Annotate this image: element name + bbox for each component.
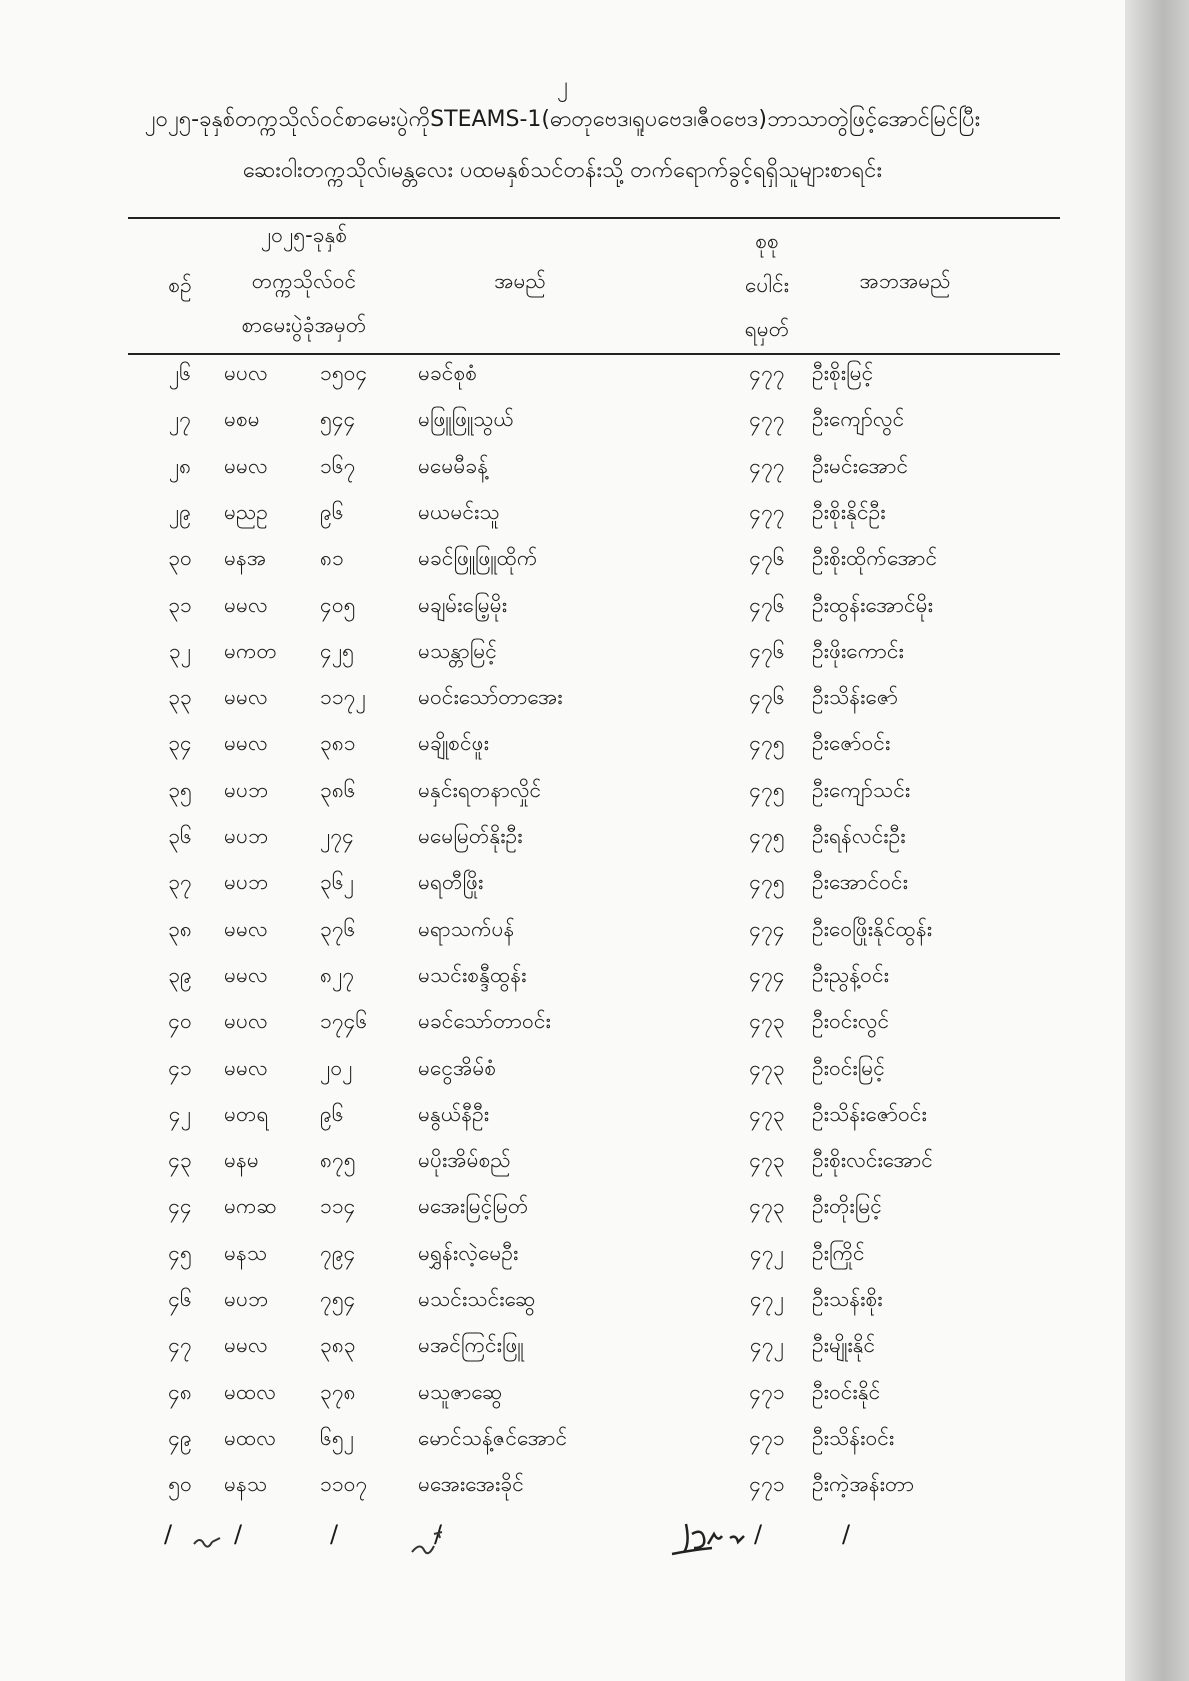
cell-total-marks: ၄၇၅ [749,731,785,755]
cell-student-name: မသန္တာမြင့် [418,639,497,663]
cell-student-name: မအေးအေးခိုင် [418,1472,524,1496]
cell-total-marks: ၄၇၇ [749,500,785,524]
cell-roll-number: ၉၆ [320,500,344,524]
cell-roll-number: ၈၇၅ [320,1148,356,1172]
cell-roll-number: ၉၆ [320,1102,344,1126]
cell-student-name: မမေမြတ်နိုးဦး [418,824,523,848]
cell-student-name: မငွေအိမ်စံ [418,1056,497,1080]
cell-roll-number: ၁၆၇ [320,454,356,478]
cell-student-name: မခင်ဖြူဖြူထိုက် [418,546,538,570]
cell-student-name: မရတီဖြိုး [418,870,484,894]
cell-student-name: မယမင်းသူ [418,500,500,524]
header-name: အမည် [494,269,546,293]
cell-roll-number: ၄၀၅ [320,593,356,617]
cell-student-name: မခင်စုစံ [418,361,478,385]
cell-father-name: ဦးဝင်းနိုင် [812,1380,881,1404]
cell-roll-number: ၈၁ [320,546,344,570]
cell-serial: ၃၉ [168,963,192,987]
cell-total-marks: ၄၇၃ [749,1056,785,1080]
cell-total-marks: ၄၇၂ [750,1241,784,1265]
cell-city-code: မကဆ [224,1194,277,1218]
cell-student-name: မရာသက်ပန် [418,917,515,941]
cell-serial: ၃၆ [168,824,192,848]
cell-city-code: မပဘ [224,778,269,802]
cell-total-marks: ၄၇၆ [749,685,785,709]
page-number: ၂ [557,73,568,98]
cell-student-name: မအင်ကြင်းဖြူ [418,1333,524,1357]
cell-total-marks: ၄၇၇ [749,407,785,431]
cell-roll-number: ၂၀၂ [320,1056,353,1080]
cell-father-name: ဦးထွန်းအောင်မိုး [812,593,933,617]
header-exam-line-2: တက္ကသိုလ်ဝင် [251,269,357,293]
cell-total-marks: ၄၇၃ [749,1009,785,1033]
cell-total-marks: ၄၇၁ [749,1472,785,1496]
cell-roll-number: ၁၁၇၂ [320,685,366,709]
cell-city-code: မစမ [224,407,260,431]
cell-total-marks: ၄၇၂ [750,1287,784,1311]
cell-father-name: ဦးကဲ့အန်းတာ [812,1472,915,1496]
cell-serial: ၃၇ [168,870,192,894]
cell-roll-number: ၄၂၅ [320,639,354,663]
cell-total-marks: ၄၇၆ [749,639,785,663]
header-father: အဘအမည် [859,269,951,293]
cell-student-name: မရွှန်းလဲ့မေဦး [418,1241,519,1265]
cell-serial: ၃၈ [168,917,192,941]
cell-student-name: မဝင်းသော်တာအေး [418,685,563,709]
cell-father-name: ဦးသိန်းဝင်း [812,1426,895,1450]
cell-city-code: မမလ [224,454,268,478]
cell-father-name: ဦးသိန်းဇော် [812,685,899,709]
cell-student-name: မပိုးအိမ်စည် [418,1148,511,1172]
cell-serial: ၄၂ [168,1102,192,1126]
header-marks-line-1: စုစု [755,229,779,253]
cell-father-name: ဦးရန်လင်းဦး [812,824,906,848]
cell-serial: ၄၀ [168,1009,192,1033]
cell-serial: ၄၅ [168,1241,192,1265]
cell-serial: ၄၁ [168,1056,192,1080]
title-line-1: ၂၀၂၅-ခုနှစ်တက္ကသိုလ်ဝင်စာမေးပွဲကိုSTEAMS-1(ဓာတုဗေဒ၊ရူပဗေဒ၊ဇီဝဗေဒ)ဘာသာတွဲဖြင့်အောင်မြင်ပြီး [144,107,981,132]
cell-total-marks: ၄၇၁ [749,1380,785,1404]
cell-serial: ၄၉ [168,1426,192,1450]
cell-serial: ၅၀ [168,1472,192,1496]
cell-father-name: ဦးမျိုးနိုင် [812,1333,876,1357]
cell-father-name: ဦးမင်းအောင် [812,454,909,478]
cell-student-name: မောင်သန့်ဇင်အောင် [418,1426,568,1450]
cell-serial: ၂၇ [168,407,192,431]
cell-city-code: မမလ [224,593,268,617]
cell-student-name: မသင်းစန္ဒီထွန်း [418,963,527,987]
cell-roll-number: ၁၇၄၆ [320,1009,368,1033]
cell-city-code: မနမ [224,1148,259,1172]
cell-serial: ၃၂ [168,639,192,663]
footer-slash: / [754,1520,763,1548]
signature-icon [668,1514,754,1562]
cell-total-marks: ၄၇၅ [749,824,785,848]
cell-city-code: မမလ [224,1333,268,1357]
cell-roll-number: ၃၈၆ [320,778,356,802]
cell-roll-number: ၁၁၀၇ [320,1472,368,1496]
cell-student-name: မခင်သော်တာဝင်း [418,1009,551,1033]
cell-city-code: မပလ [224,1009,268,1033]
cell-serial: ၂၈ [168,454,192,478]
cell-city-code: မပလ [224,361,268,385]
cell-father-name: ဦးအောင်ဝင်း [812,870,908,894]
cell-total-marks: ၄၇၆ [749,546,785,570]
cell-father-name: ဦးဖိုးကောင်း [812,639,904,663]
cell-city-code: မထလ [224,1380,276,1404]
cell-total-marks: ၄၇၆ [749,593,785,617]
cell-city-code: မနအ [224,546,267,570]
cell-roll-number: ၂၇၄ [320,824,354,848]
cell-roll-number: ၈၂၇ [320,963,355,987]
cell-father-name: ဦးကျော်လွင် [812,407,905,431]
cell-total-marks: ၄၇၁ [749,1426,785,1450]
cell-father-name: ဦးစိုးမြင့် [812,361,874,385]
cell-total-marks: ၄၇၄ [749,917,785,941]
cell-roll-number: ၃၈၁ [320,731,356,755]
footer-slash: / [330,1520,339,1548]
cell-father-name: ဦးစိုးထိုက်အောင် [812,546,938,570]
cell-father-name: ဦးဇော်ဝင်း [812,731,891,755]
header-exam-line-1: ၂၀၂၅-ခုနှစ် [260,223,348,247]
table-header-rule [128,353,1060,355]
cell-student-name: မချမ်းမြေ့မိုး [418,593,508,617]
table-top-rule [128,217,1060,219]
cell-city-code: မနသ [224,1472,268,1496]
cell-father-name: ဦးကျော်သင်း [812,778,911,802]
cell-student-name: မသင်းသင်းဆွေ [418,1287,536,1311]
cell-student-name: မချိုစင်ဖူး [418,731,489,755]
header-exam-line-3: စာမေးပွဲခုံအမှတ် [241,313,367,337]
cell-student-name: မအေးမြင့်မြတ် [418,1194,529,1218]
cell-father-name: ဦးစိုးနိုင်ဦး [812,500,886,524]
cell-father-name: ဦးတိုးမြင့် [812,1194,882,1218]
cell-father-name: ဦးစိုးလင်းအောင် [812,1148,933,1172]
cell-father-name: ဦးသန်းစိုး [812,1287,883,1311]
cell-student-name: မဖြူဖြူသွယ် [418,407,514,431]
cell-city-code: မပဘ [224,870,269,894]
cell-roll-number: ၆၅၂ [320,1426,354,1450]
initial-mark-icon [408,1528,448,1562]
cell-serial: ၄၈ [168,1380,192,1404]
initial-mark-icon [190,1528,224,1556]
cell-serial: ၃၁ [168,593,192,617]
cell-father-name: ဦးဝင်းမြင့် [812,1056,885,1080]
cell-roll-number: ၃၈၃ [320,1333,356,1357]
cell-city-code: မကတ [224,639,277,663]
footer-slash: / [434,1520,443,1548]
cell-city-code: မပဘ [224,1287,269,1311]
cell-serial: ၃၃ [168,685,192,709]
cell-total-marks: ၄၇၇ [749,454,785,478]
cell-roll-number: ၃၇၈ [320,1380,356,1404]
cell-city-code: မထလ [224,1426,276,1450]
cell-father-name: ဦးဝင်းလွင် [812,1009,890,1033]
header-serial: စဉ် [168,273,192,297]
cell-serial: ၄၇ [168,1333,192,1357]
cell-roll-number: ၇၉၄ [320,1241,356,1265]
cell-city-code: မညဥ [224,500,268,524]
footer-slash: / [842,1520,851,1548]
cell-city-code: မတရ [224,1102,269,1126]
cell-roll-number: ၇၅၄ [320,1287,356,1311]
cell-city-code: မပဘ [224,824,269,848]
cell-total-marks: ၄၇၂ [750,1333,784,1357]
header-marks-line-3: ရမှတ် [744,317,790,341]
cell-father-name: ဦးဝေဖြိုးနိုင်ထွန်း [812,917,933,941]
cell-serial: ၂၆ [168,361,192,385]
cell-student-name: မနှင်းရတနာလှိုင် [418,778,542,802]
cell-serial: ၂၉ [168,500,192,524]
cell-student-name: မသူဇာဆွေ [418,1380,503,1404]
cell-total-marks: ၄၇၇ [749,361,785,385]
cell-total-marks: ၄၇၃ [749,1194,785,1218]
cell-city-code: မမလ [224,917,268,941]
cell-roll-number: ၁၁၄ [320,1194,356,1218]
cell-city-code: မမလ [224,685,268,709]
cell-father-name: ဦးကြိုင် [812,1241,865,1265]
cell-total-marks: ၄၇၃ [749,1102,785,1126]
cell-serial: ၄၃ [168,1148,192,1172]
cell-serial: ၃၀ [168,546,192,570]
title-line-2: ဆေးဝါးတက္ကသိုလ်၊မန္တလေး ပထမနှစ်သင်တန်းသို့ တက်ရောက်ခွင့်ရရှိသူများစာရင်း [242,158,883,183]
cell-roll-number: ၃၇၆ [320,917,356,941]
cell-total-marks: ၄၇၅ [749,870,785,894]
cell-serial: ၃၄ [168,731,192,755]
header-marks-line-2: ပေါင်း [745,273,789,297]
footer-slash: / [164,1520,173,1548]
cell-father-name: ဦးညွန့်ဝင်း [812,963,889,987]
cell-roll-number: ၁၅၀၄ [320,361,368,385]
cell-serial: ၄၄ [168,1194,192,1218]
cell-total-marks: ၄၇၃ [749,1148,785,1172]
cell-student-name: မမေမီခန့် [418,454,489,478]
cell-total-marks: ၄၇၄ [749,963,785,987]
cell-roll-number: ၃၆၂ [320,870,354,894]
cell-father-name: ဦးသိန်းဇော်ဝင်း [812,1102,927,1126]
cell-student-name: မနွယ်နီဦး [418,1102,490,1126]
cell-city-code: မမလ [224,963,268,987]
cell-city-code: မမလ [224,731,268,755]
cell-roll-number: ၅၄၄ [320,407,356,431]
cell-city-code: မမလ [224,1056,268,1080]
cell-total-marks: ၄၇၅ [749,778,785,802]
cell-city-code: မနသ [224,1241,268,1265]
scan-edge-shadow [1125,0,1189,1681]
cell-serial: ၄၆ [168,1287,192,1311]
cell-serial: ၃၅ [168,778,192,802]
footer-slash: / [234,1520,243,1548]
